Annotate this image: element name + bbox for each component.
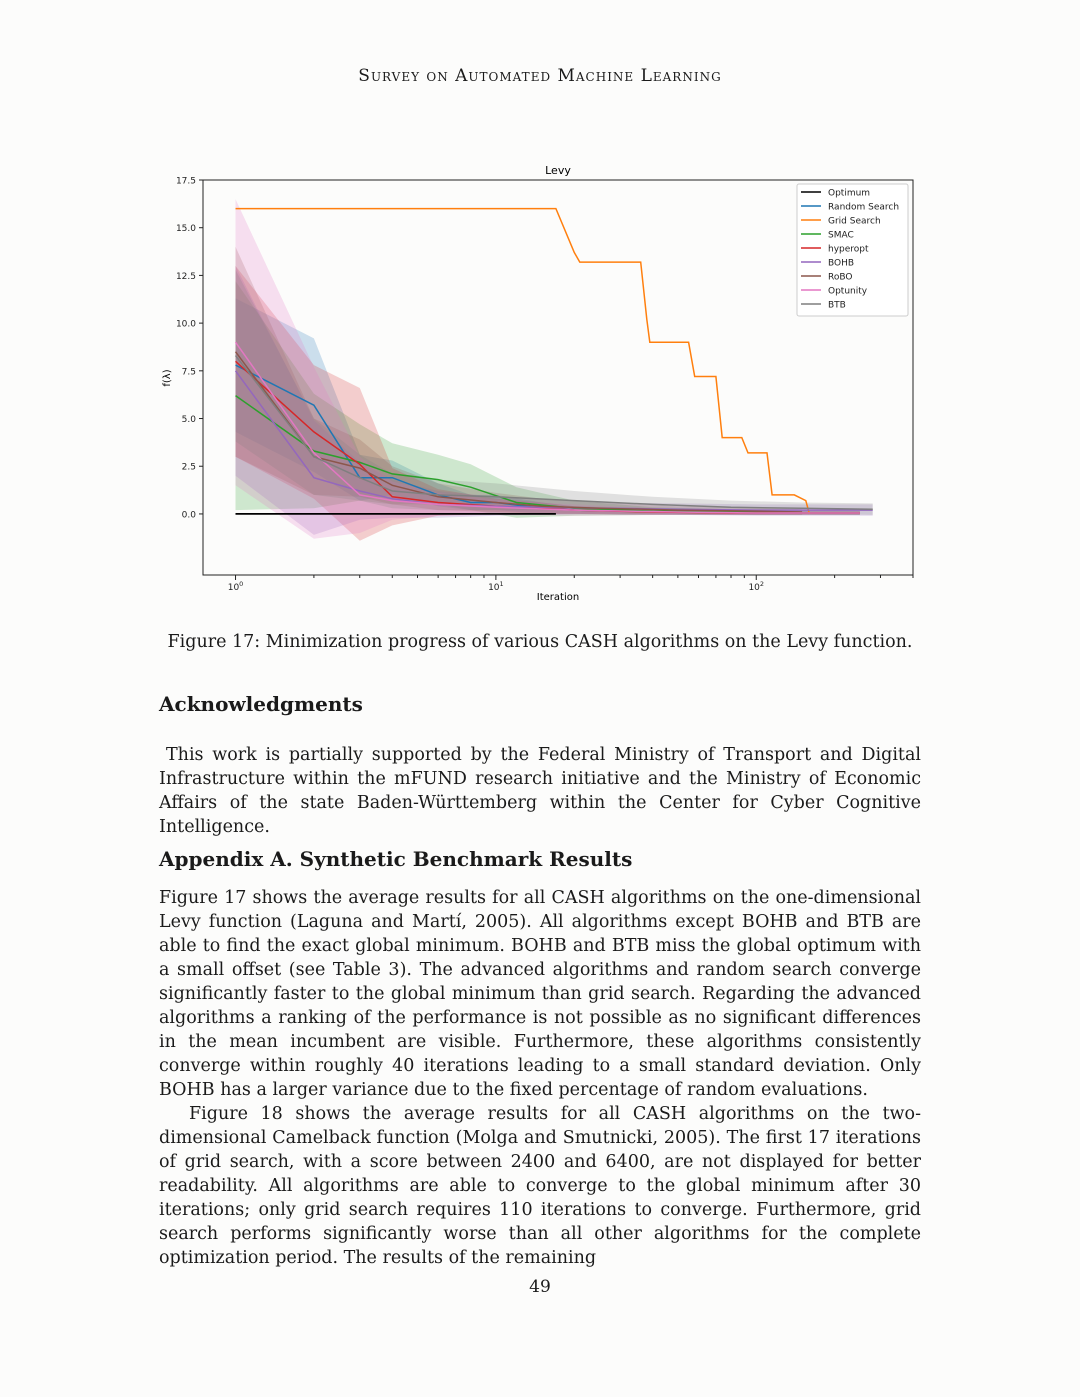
y-tick-label: 5.0	[181, 415, 196, 426]
y-tick-label: 10.0	[175, 319, 196, 330]
y-tick-label: 7.5	[181, 367, 196, 378]
y-tick-label: 15.0	[175, 224, 196, 235]
x-axis-label: Iteration	[536, 592, 580, 603]
legend-label: Optunity	[828, 286, 868, 297]
legend-label: Grid Search	[828, 216, 881, 227]
confidence-bands	[236, 199, 873, 541]
y-axis-label: f(λ)	[162, 369, 173, 387]
appendix-paragraph-2: Figure 18 shows the average results for all CASH algorithms on the two-dimensional Camelback function (Molga and Smutnicki, 2005). The first 17 iterations of grid search, with a score between 2400 and 6400, are not displayed for better readability. All algorithms are able to converge to the global minimum after 30 iterations; only grid search requires 110 iterations to converge. Furthermore, grid search performs significantly worse than all other algorithms for the complete optimization period. The results of the remaining	[159, 1104, 921, 1268]
levy-chart	[150, 150, 930, 615]
acknowledgments-heading: Acknowledgments	[159, 692, 363, 716]
legend-label: hyperopt	[828, 244, 869, 255]
legend-label: BOHB	[828, 258, 855, 269]
x-tick-label: $10^1$	[488, 580, 504, 593]
y-tick-label: 12.5	[175, 271, 196, 282]
legend-label: Random Search	[828, 202, 900, 213]
appendix-paragraph-1: Figure 17 shows the average results for all CASH algorithms on the one-dimensional Levy function (Laguna and Martí, 2005). All algorithms except BOHB and BTB are able to find the exact global minimum. BOHB and BTB miss the global optimum with a small offset (see Table 3). The advanced algorithms and random search converge significantly faster to the global minimum than grid search. Regarding the advanced algorithms a ranking of the performance is not possible as no significant differences in the mean incumbent are visible. Furthermore, these algorithms consistently converge within roughly 40 iterations leading to a small standard deviation. Only BOHB has a larger variance due to the fixed percentage of random evaluations.	[159, 888, 921, 1100]
running-head: Survey on Automated Machine Learning	[358, 66, 722, 86]
x-tick-label: $10^2$	[748, 580, 765, 593]
legend-label: BTB	[828, 300, 846, 311]
acknowledgments-text: This work is partially supported by the Federal Ministry of Transport and Digital Infrastructure within the mFUND research initiative and the Ministry of Economic Affairs of the state Baden-Württemberg within the Center for Cyber Cognitive Intelligence.	[159, 745, 921, 837]
legend-label: SMAC	[828, 230, 854, 241]
page-number: 49	[529, 1277, 551, 1297]
chart-title: Levy	[545, 164, 571, 177]
y-axis	[176, 177, 203, 521]
appendix-heading: Appendix A. Synthetic Benchmark Results	[159, 847, 633, 871]
y-tick-label: 0.0	[181, 510, 196, 521]
series-lines	[236, 209, 873, 514]
legend-label: Optimum	[828, 188, 871, 199]
legend-label: RoBO	[828, 272, 853, 283]
x-axis	[228, 575, 913, 593]
y-tick-label: 2.5	[181, 462, 196, 473]
y-tick-label: 17.5	[175, 176, 196, 187]
figure-caption: Figure 17: Minimization progress of various CASH algorithms on the Levy function.	[167, 632, 913, 652]
chart-legend	[797, 184, 908, 316]
x-tick-label: $10^0$	[227, 580, 244, 593]
